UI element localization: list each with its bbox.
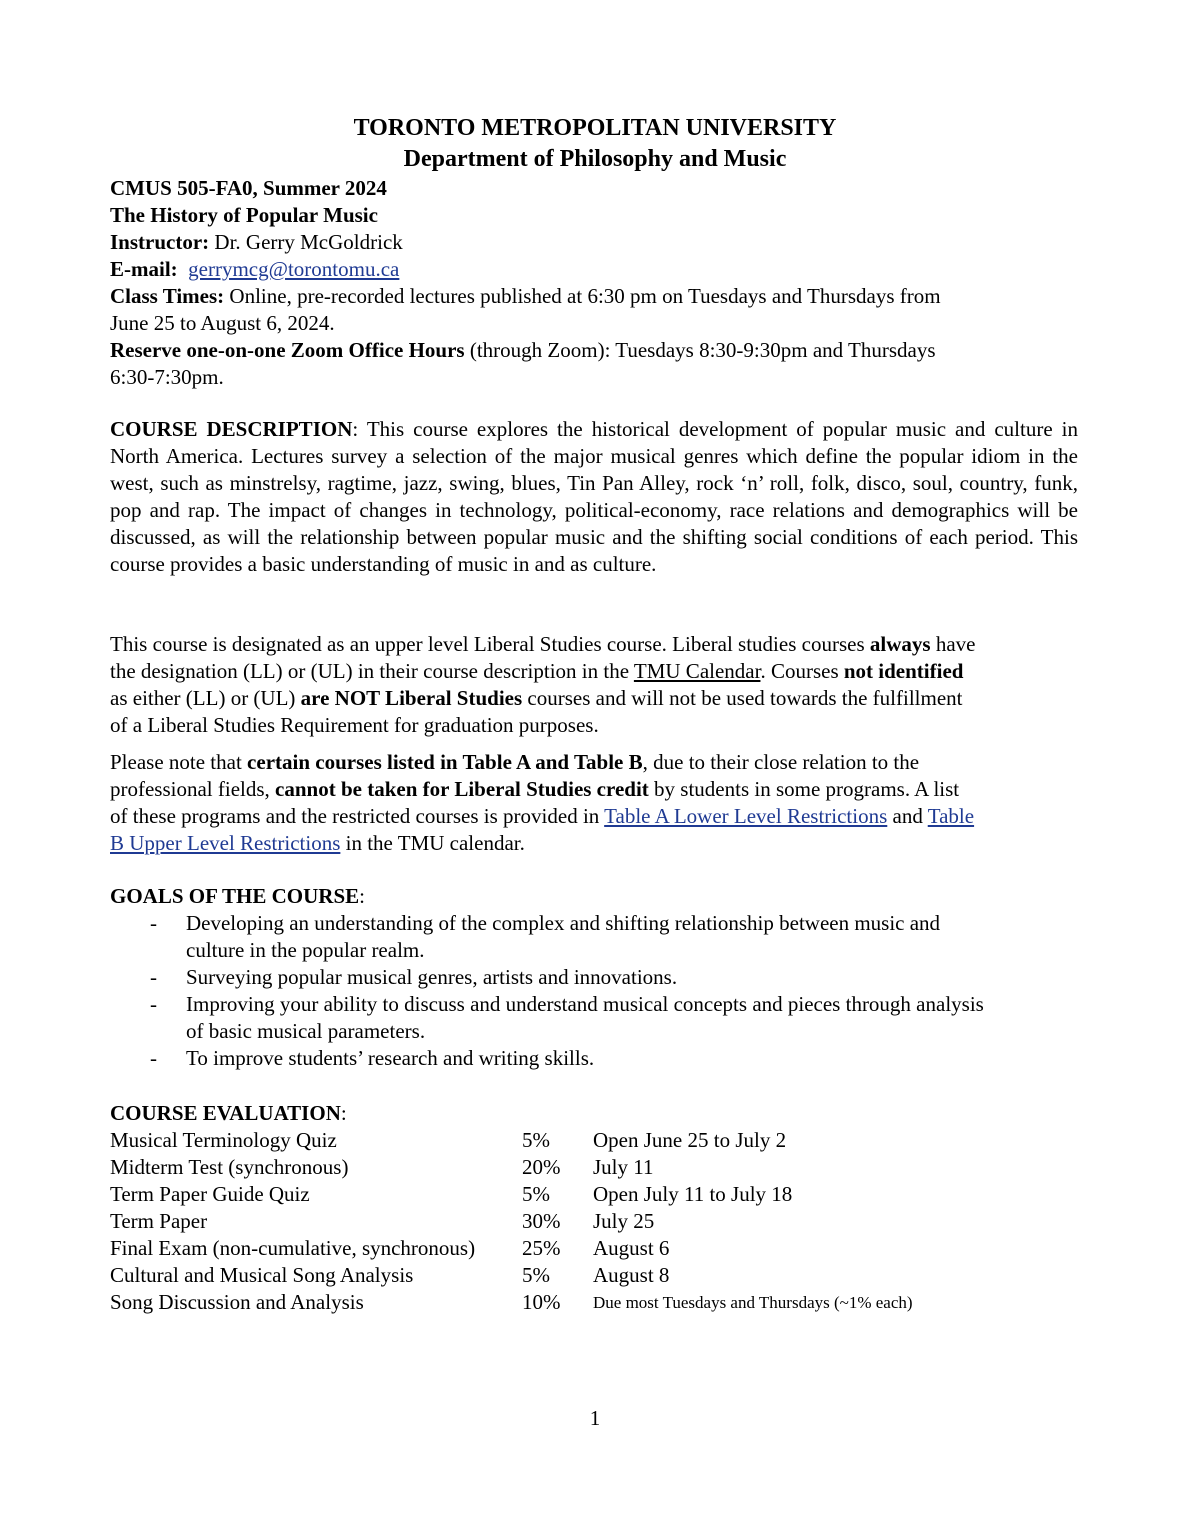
liberal-line-2 (110, 658, 1078, 685)
evaluation-weight: 20% (522, 1155, 561, 1179)
instructor-name: Dr. Gerry McGoldrick (209, 230, 403, 254)
evaluation-row (110, 1181, 913, 1208)
evaluation-weight: 5% (522, 1263, 550, 1287)
university-title: TORONTO METROPOLITAN UNIVERSITY (353, 115, 837, 141)
table-b-link-cont[interactable]: B Upper Level Restrictions (110, 831, 341, 855)
description-text: : This course explores the historical development of popular music and culture in North America. Lectures survey a selection of the major musical genres which define the popular idiom in the west, such as minstrelsy, ragtime, jazz, swing, blues, Tin Pan Alley, rock ‘n’ roll, folk, disco, soul, country, funk, pop and rap. The impact of changes in technology, political-economy, race relations and demographics will be discussed, as will the relationship between popular music and the shifting social conditions of each period. This course provides a basic understanding of music in and as culture. (110, 417, 1078, 576)
text-span: have (930, 632, 976, 656)
text-span: courses and will not be used towards the fulfillment (522, 686, 963, 710)
evaluation-row (110, 1235, 913, 1262)
restrictions-line-1 (110, 749, 1078, 776)
evaluation-date: Open June 25 to July 2 (593, 1128, 787, 1152)
evaluation-table (110, 1127, 913, 1316)
bullet-dash: - (150, 992, 157, 1016)
liberal-line-1 (110, 631, 1078, 658)
evaluation-weight: 5% (522, 1128, 550, 1152)
evaluation-label: COURSE EVALUATION (110, 1101, 341, 1125)
evaluation-item: Musical Terminology Quiz (110, 1128, 337, 1152)
goal-text: To improve students’ research and writing skills. (186, 1046, 595, 1070)
course-description (110, 416, 1078, 578)
goal-text: Improving your ability to discuss and understand musical concepts and pieces through analysis (186, 992, 984, 1016)
class-times-line (110, 283, 1078, 310)
restrictions-paragraph (110, 749, 1078, 857)
text-span: of these programs and the restricted courses is provided in (110, 804, 605, 828)
bullet-dash: - (150, 965, 157, 989)
course-info (110, 175, 1078, 391)
evaluation-item: Term Paper (110, 1209, 208, 1233)
text-span: . Courses (760, 659, 844, 683)
course-evaluation (110, 1100, 1078, 1316)
text-span: in the TMU calendar. (340, 831, 525, 855)
email-label: E-mail: (110, 257, 178, 281)
goal-text: Developing an understanding of the complex and shifting relationship between music and (186, 911, 941, 935)
text-span: the designation (LL) or (UL) in their course description in the (110, 659, 634, 683)
emphasis-tables: certain courses listed in Table A and Table B (247, 750, 643, 774)
evaluation-date: July 11 (593, 1155, 654, 1179)
evaluation-date: July 25 (593, 1209, 655, 1233)
bullet-dash: - (150, 911, 157, 935)
evaluation-weight: 30% (522, 1209, 561, 1233)
evaluation-row (110, 1262, 913, 1289)
tmu-calendar-link[interactable]: TMU Calendar (633, 659, 761, 683)
email-line (110, 256, 1078, 283)
evaluation-weight: 25% (522, 1236, 561, 1260)
text-span: , due to their close relation to the (642, 750, 920, 774)
goals-heading (110, 883, 1078, 910)
restrictions-line-2 (110, 776, 1078, 803)
goal-text: Surveying popular musical genres, artists and innovations. (186, 965, 678, 989)
table-b-link[interactable]: Table (927, 804, 975, 828)
goal-item (110, 991, 1078, 1045)
description-label: COURSE DESCRIPTION (110, 417, 353, 441)
text-span: by students in some programs. A list (648, 777, 960, 801)
class-times-cont: June 25 to August 6, 2024. (110, 311, 335, 335)
evaluation-heading (110, 1100, 1078, 1127)
evaluation-date: August 8 (593, 1263, 670, 1287)
goal-item (110, 910, 1078, 964)
evaluation-date: Due most Tuesdays and Thursdays (~1% each) (593, 1293, 913, 1312)
liberal-line-3 (110, 685, 1078, 712)
text-span: This course is designated as an upper level Liberal Studies course. Liberal studies courses (110, 632, 870, 656)
text-span: and (887, 804, 928, 828)
emphasis-not-liberal: are NOT Liberal Studies (300, 686, 523, 710)
course-code: CMUS 505-FA0, Summer 2024 (110, 176, 387, 200)
text-span: professional fields, (110, 777, 276, 801)
goal-text-cont: of basic musical parameters. (186, 1019, 426, 1043)
page-number: 1 (589, 1406, 601, 1430)
email-link[interactable]: gerrymcg@torontomu.ca (188, 257, 400, 281)
emphasis-always: always (869, 632, 931, 656)
text-span: as either (LL) or (UL) (110, 686, 301, 710)
evaluation-item: Cultural and Musical Song Analysis (110, 1263, 414, 1287)
evaluation-date: August 6 (593, 1236, 670, 1260)
class-times-text: Online, pre-recorded lectures published at 6:30 pm on Tuesdays and Thursdays from (224, 284, 941, 308)
evaluation-colon: : (340, 1101, 347, 1125)
emphasis-not-identified: not identified (843, 659, 964, 683)
goal-text-cont: culture in the popular realm. (186, 938, 425, 962)
department-title: Department of Philosophy and Music (403, 146, 787, 172)
evaluation-item: Term Paper Guide Quiz (110, 1182, 310, 1206)
office-hours-cont: 6:30-7:30pm. (110, 365, 224, 389)
evaluation-item: Midterm Test (synchronous) (110, 1155, 349, 1179)
evaluation-date: Open July 11 to July 18 (593, 1182, 793, 1206)
emphasis-cannot: cannot be taken for Liberal Studies credit (275, 777, 649, 801)
goals-list (110, 910, 1078, 1072)
evaluation-item: Song Discussion and Analysis (110, 1290, 364, 1314)
class-times-label: Class Times: (110, 284, 225, 308)
instructor-label: Instructor: (110, 230, 210, 254)
office-hours-text: (through Zoom): Tuesdays 8:30-9:30pm and Thursdays (464, 338, 936, 362)
restrictions-line-3 (110, 803, 1078, 830)
evaluation-row (110, 1208, 913, 1235)
evaluation-weight: 5% (522, 1182, 550, 1206)
goal-item (110, 1045, 1078, 1072)
restrictions-line-4 (110, 830, 1078, 857)
text-span: Please note that (110, 750, 248, 774)
goals-label: GOALS OF THE COURSE (110, 884, 360, 908)
evaluation-item: Final Exam (non-cumulative, synchronous) (110, 1236, 476, 1260)
instructor-line (110, 229, 1078, 256)
goals-colon: : (359, 884, 365, 908)
course-title: The History of Popular Music (110, 203, 378, 227)
liberal-line-4: of a Liberal Studies Requirement for graduation purposes. (110, 713, 599, 737)
evaluation-weight: 10% (522, 1290, 561, 1314)
evaluation-row (110, 1154, 913, 1181)
office-hours-line (110, 337, 1078, 364)
table-a-link[interactable]: Table A Lower Level Restrictions (604, 804, 888, 828)
evaluation-row (110, 1127, 913, 1154)
evaluation-row (110, 1289, 913, 1316)
liberal-studies-paragraph (110, 631, 1078, 739)
goal-item (110, 964, 1078, 991)
office-hours-label: Reserve one-on-one Zoom Office Hours (110, 338, 465, 362)
bullet-dash: - (150, 1046, 157, 1070)
course-goals (110, 883, 1078, 1072)
